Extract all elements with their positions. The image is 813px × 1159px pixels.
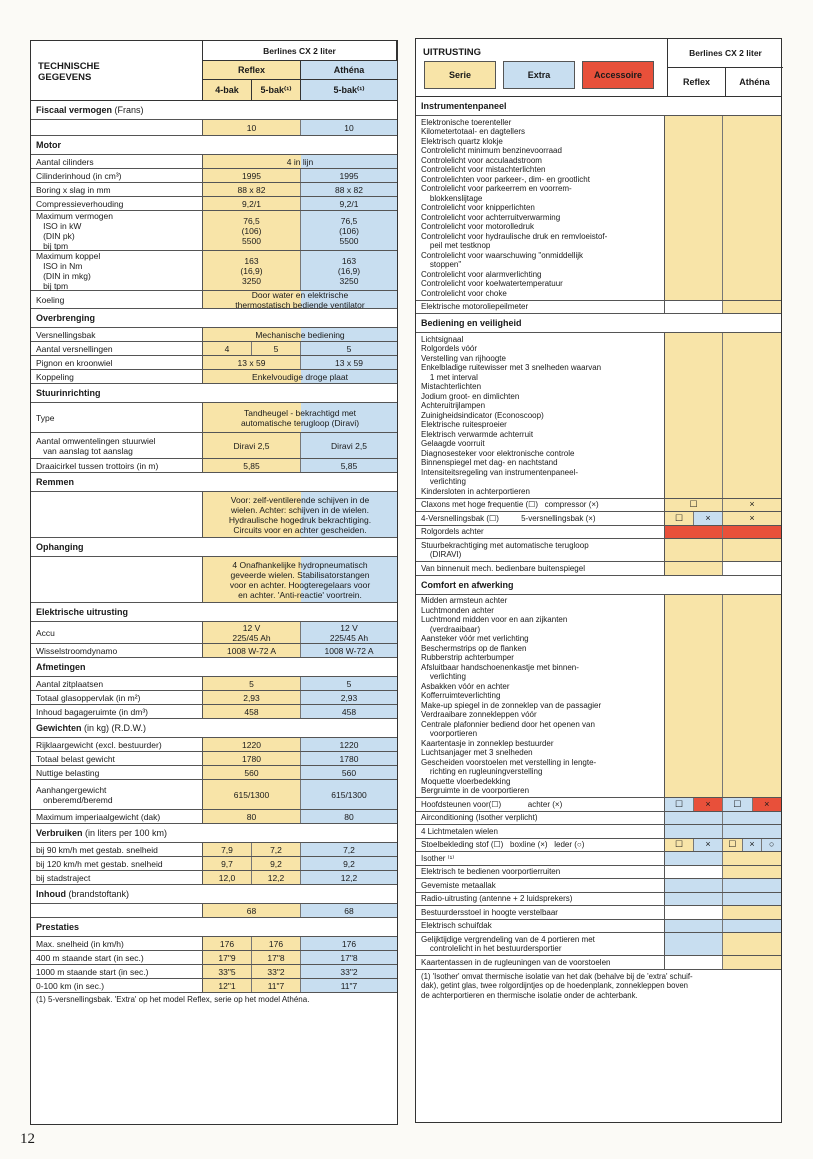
row-label: 4 Lichtmetalen wielen: [416, 825, 665, 838]
row-label: Van binnenuit mech. bedienbare buitenspiegel: [416, 562, 665, 575]
row-label: Gelijktijdige vergrendeling van de 4 portieren met controlelicht in het bestuurdersportier: [416, 933, 665, 955]
reflex-value: 560: [203, 766, 301, 779]
row-label: Midden armsteun achter Luchtmonden achter Luchtmond midden voor en aan zijkanten (verdraaibaar) Aansteker vóór met verlichting Beschermstrips op de flanken Rubberstrip achterbumper Afsluitbaar handschoenenkastje met binnen- verlichting Asbakken vóór en achter Kofferruimteverlichting Make-up spiegel in de zonneklep van de passagier Verdraaibare zonnekleppen vóór Centrale plafonnier bediend door het openen van voorportieren Kaartentasje in zonneklep bestuurder Luchtsanjager met 3 snelheden Gescheiden voorstoelen met verstelling in lengte- richting en rugleuningverstelling Moquette vloerbedekking Bergruimte in de voorportieren: [416, 595, 665, 798]
reflex-value: 458: [203, 705, 301, 718]
athena-cell: [723, 906, 781, 919]
athena-value: 12 V 225/45 Ah: [301, 622, 397, 643]
athena-value: 458: [301, 705, 397, 718]
reflex-value: 5,85: [203, 459, 301, 472]
legend-serie: Serie: [424, 61, 496, 89]
table-row: [31, 780, 397, 810]
reflex-cell: [665, 920, 723, 933]
table-row: [31, 622, 397, 644]
row-label: Airconditioning (Isother verplicht): [416, 812, 665, 825]
athena-value: 68: [301, 904, 397, 917]
row-label: Claxons met hoge frequentie (☐) compressor (×): [416, 499, 665, 512]
table-row: [416, 116, 781, 301]
span-value: Tandheugel - bekrachtigd met automatische terugloop (Diravi): [203, 403, 397, 432]
technical-footnote: (1) 5-versnellingsbak. 'Extra' op het model Reflex, serie op het model Athéna.: [36, 995, 310, 1004]
reflex-cell: [665, 562, 723, 575]
equipment-footnote: (1) 'Isother' omvat thermische isolatie van het dak (behalve bij de 'extra' schuif- dak), getint glas, twee rolgordijntjes op de hoedenplank, zonnekleppen boven de achterportieren en thermische isolatie onder de achterbank.: [421, 971, 693, 1000]
reflex-5bak-value: 7,2: [252, 843, 301, 856]
table-row: [31, 403, 397, 433]
table-row: [416, 798, 781, 812]
row-label: Cilinderinhoud (in cm³): [31, 169, 203, 182]
table-row: [31, 169, 397, 183]
reflex-5bak-value: 17"8: [252, 951, 301, 964]
athena-value: 1995: [301, 169, 397, 182]
reflex-cell: [665, 595, 723, 798]
athena-value: 163 (16,9) 3250: [301, 251, 397, 290]
row-label: Versnellingsbak: [31, 328, 203, 341]
athena-cell: [723, 825, 781, 838]
athena-value: 5: [301, 677, 397, 690]
row-label: Maximum imperiaalgewicht (dak): [31, 810, 203, 823]
row-label: Wisselstroomdynamo: [31, 644, 203, 657]
row-label: Elektrisch te bedienen voorportierruiten: [416, 866, 665, 879]
row-label: [31, 904, 203, 917]
row-label: Aantal cilinders: [31, 155, 203, 168]
table-row: [416, 933, 781, 956]
reflex-cell: ☐: [665, 499, 723, 512]
table-row: [31, 752, 397, 766]
reflex-value: 2,93: [203, 691, 301, 704]
equipment-table: [415, 38, 782, 1123]
section-title: Inhoud (brandstoftank): [31, 885, 397, 904]
page-number: 12: [20, 1131, 35, 1147]
equipment-body: [416, 97, 781, 970]
reflex-value: 76,5 (106) 5500: [203, 211, 301, 250]
row-label: [31, 492, 203, 537]
section-title: Comfort en afwerking: [416, 576, 781, 595]
row-label: Aantal omwentelingen stuurwiel van aanslag tot aanslag: [31, 433, 203, 458]
athena-cell: ×: [723, 499, 781, 512]
table-row: [416, 920, 781, 934]
section-title: Bediening en veiligheid: [416, 314, 781, 333]
section-title: Ophanging: [31, 538, 397, 557]
reflex-value: 13 x 59: [203, 356, 301, 369]
reflex-heading: Reflex: [203, 61, 301, 80]
technical-title-2: GEGEVENS: [38, 72, 92, 83]
athena-cell: ×: [723, 512, 781, 525]
table-row: [31, 433, 397, 459]
athena-cell: [723, 562, 781, 575]
athena-value: 1780: [301, 752, 397, 765]
row-label: Maximum vermogen ISO in kW (DIN pk) bij tpm: [31, 211, 203, 250]
athena-value: 2,93: [301, 691, 397, 704]
athena-cell: [723, 893, 781, 906]
reflex-cell: ☐ ×: [665, 512, 723, 525]
athena-value: 10: [301, 120, 397, 135]
reflex-4bak-value: 12,0: [203, 871, 252, 884]
reflex-cell: [665, 879, 723, 892]
reflex-value: 1995: [203, 169, 301, 182]
row-label: Lichtsignaal Rolgordels vóór Verstelling van rijhoogte Enkelbladige ruitewisser met 3 snelheden waarvan 1 met interval Mistachterlichten Jodium groot- en dimlichten Achteruitrijlampen Zuinigheidsindicator (Econoscoop) Elektrische ruitesproeier Elektrisch verwarmde achterruit Gelaagde voorruit Diagnosesteker voor elektronische controle Binnenspiegel met dag- en nachtstand Intensiteitsregeling van instrumentenpaneel- verlichting Kindersloten in achterportieren: [416, 333, 665, 498]
row-label: 4-Versnellingsbak (☐) 5-versnellingsbak (×): [416, 512, 665, 525]
reflex-value: 1008 W-72 A: [203, 644, 301, 657]
reflex-5bak-value: 33"2: [252, 965, 301, 978]
row-label: Totaal belast gewicht: [31, 752, 203, 765]
equipment-title: UITRUSTING: [423, 47, 482, 58]
reflex-cell: [665, 933, 723, 955]
table-row: [31, 644, 397, 658]
reflex-4bak-value: 12"1: [203, 979, 252, 992]
table-row: [31, 211, 397, 251]
athena-value: 11"7: [301, 979, 397, 992]
table-row: [416, 812, 781, 826]
athena-value: 1220: [301, 738, 397, 751]
reflex-cell: [665, 526, 723, 539]
reflex-cell: [665, 539, 723, 561]
section-title: Fiscaal vermogen (Frans): [31, 101, 397, 120]
athena-cell: [723, 956, 781, 969]
table-row: [416, 893, 781, 907]
athena-cell: [723, 539, 781, 561]
athena-value: 13 x 59: [301, 356, 397, 369]
reflex-cell: ☐ ×: [665, 839, 723, 852]
row-label: bij 90 km/h met gestab. snelheid: [31, 843, 203, 856]
span-value: 4 Onafhankelijke hydropneumatisch geveerde wielen. Stabilisatorstangen voor en achter. Hoogteregelaars voor en achter. 'Anti-reactie' voortrein.: [203, 557, 397, 602]
section-title: Remmen: [31, 473, 397, 492]
athena-heading: Athéna: [301, 61, 397, 80]
athena-value: 5,85: [301, 459, 397, 472]
athena-value: Diravi 2,5: [301, 433, 397, 458]
table-row: [31, 738, 397, 752]
row-label: Stuurbekrachtiging met automatische terugloop (DIRAVI): [416, 539, 665, 561]
technical-body: [31, 101, 397, 993]
row-label: Inhoud bagageruimte (in dm³): [31, 705, 203, 718]
row-label: bij stadstraject: [31, 871, 203, 884]
table-row: [31, 677, 397, 691]
table-row: [416, 825, 781, 839]
row-label: Koppeling: [31, 370, 203, 383]
row-label: Aanhangergewicht onberemd/beremd: [31, 780, 203, 809]
table-row: [31, 904, 397, 918]
row-label: 0-100 km (in sec.): [31, 979, 203, 992]
reflex-5bak: 5-bak⁽¹⁾: [252, 80, 301, 100]
athena-value: 9,2: [301, 857, 397, 870]
reflex-value: 68: [203, 904, 301, 917]
table-row: [31, 705, 397, 719]
reflex-5bak-value: 5: [252, 342, 301, 355]
athena-value: 7,2: [301, 843, 397, 856]
table-row: [416, 526, 781, 540]
athena-cell: [723, 852, 781, 865]
table-row: [31, 979, 397, 993]
reflex-value: 80: [203, 810, 301, 823]
table-row: [31, 951, 397, 965]
athena-cell: [723, 812, 781, 825]
row-label: Rijklaargewicht (excl. bestuurder): [31, 738, 203, 751]
reflex-4bak: 4-bak: [203, 80, 252, 100]
reflex-cell: [665, 866, 723, 879]
athena-value: 5: [301, 342, 397, 355]
reflex-5bak-value: 12,2: [252, 871, 301, 884]
reflex-cell: [665, 812, 723, 825]
model-heading: Berlines CX 2 liter: [203, 41, 397, 61]
equipment-reflex-heading: Reflex: [668, 68, 726, 96]
athena-cell: [723, 879, 781, 892]
span-value: Enkelvoudige droge plaat: [203, 370, 397, 383]
athena-value: 80: [301, 810, 397, 823]
reflex-value: 10: [203, 120, 301, 135]
row-label: Hoofdsteunen voor(☐) achter (×): [416, 798, 665, 811]
reflex-4bak-value: 176: [203, 937, 252, 950]
table-row: [416, 595, 781, 799]
table-row: [31, 291, 397, 309]
reflex-value: 12 V 225/45 Ah: [203, 622, 301, 643]
athena-value: 17"8: [301, 951, 397, 964]
span-value: Door water en elektrische thermostatisch bediende ventilator: [203, 291, 397, 308]
table-row: [416, 879, 781, 893]
legend-extra: Extra: [503, 61, 575, 89]
row-label: Elektronische toerenteller Kilometertotaal- en dagtellers Elektrisch quartz klokje Controlelicht minimum benzinevoorraad Controlelicht voor acculaadstroom Controlelicht voor mistachterlichten Controlelichten voor parkeer-, dim- en grootlicht Controlelicht voor parkeerrem en voorrem- blokkenslijtage Controlelicht voor knipperlichten Controlelicht voor achterruitverwarming Controlelicht voor motorolledruk Controlelicht voor hydraulische druk en remvloeistof- peil met testknop Controlelicht voor waarschuwing "onmiddellijk stoppen" Controlelicht voor alarmverlichting Controlelicht voor koelwatertemperatuur Controlelicht voor choke: [416, 116, 665, 300]
table-row: [416, 562, 781, 576]
table-row: [416, 866, 781, 880]
reflex-cell: [665, 333, 723, 498]
table-row: [31, 557, 397, 603]
row-label: Bestuurdersstoel in hoogte verstelbaar: [416, 906, 665, 919]
equipment-header: [416, 39, 781, 97]
table-row: [416, 852, 781, 866]
row-label: [31, 557, 203, 602]
section-title: Stuurinrichting: [31, 384, 397, 403]
row-label: Accu: [31, 622, 203, 643]
athena-value: 176: [301, 937, 397, 950]
table-row: [31, 155, 397, 169]
reflex-4bak-value: 4: [203, 342, 252, 355]
reflex-5bak-value: 176: [252, 937, 301, 950]
row-label: 400 m staande start (in sec.): [31, 951, 203, 964]
row-label: Type: [31, 403, 203, 432]
table-row: [31, 691, 397, 705]
table-row: [31, 356, 397, 370]
equipment-athena-heading: Athéna: [739, 77, 770, 87]
table-row: [31, 197, 397, 211]
row-label: Nuttige belasting: [31, 766, 203, 779]
athena-value: 1008 W-72 A: [301, 644, 397, 657]
technical-title-1: TECHNISCHE: [38, 61, 100, 72]
span-value: 4 in lijn: [203, 155, 397, 168]
row-label: Aantal versnellingen: [31, 342, 203, 355]
table-row: [31, 251, 397, 291]
reflex-value: 5: [203, 677, 301, 690]
athena-cell: [723, 595, 781, 798]
section-title: Afmetingen: [31, 658, 397, 677]
row-label: Rolgordels achter: [416, 526, 665, 539]
reflex-value: 615/1300: [203, 780, 301, 809]
athena-5bak: 5-bak⁽¹⁾: [301, 80, 397, 100]
table-row: [31, 857, 397, 871]
row-label: Stoelbekleding stof (☐) boxline (×) leder (○): [416, 839, 665, 852]
table-row: [31, 183, 397, 197]
legend-accessoire: Accessoire: [582, 61, 654, 89]
row-label: 1000 m staande start (in sec.): [31, 965, 203, 978]
athena-cell: ☐ ×: [723, 798, 781, 811]
table-row: [31, 342, 397, 356]
athena-value: 88 x 82: [301, 183, 397, 196]
athena-cell: [723, 933, 781, 955]
row-label: Draaicirkel tussen trottoirs (in m): [31, 459, 203, 472]
row-label: Isother ⁽¹⁾: [416, 852, 665, 865]
table-row: [31, 937, 397, 951]
reflex-cell: [665, 301, 723, 314]
table-row: [31, 965, 397, 979]
row-label: [31, 120, 203, 135]
row-label: bij 120 km/h met gestab. snelheid: [31, 857, 203, 870]
reflex-value: 163 (16,9) 3250: [203, 251, 301, 290]
reflex-cell: [665, 956, 723, 969]
reflex-cell: ☐ ×: [665, 798, 723, 811]
table-row: [31, 766, 397, 780]
athena-value: 9,2/1: [301, 197, 397, 210]
section-title: Gewichten (in kg) (R.D.W.): [31, 719, 397, 738]
span-value: Voor: zelf-ventilerende schijven in de wielen. Achter: schijven in de wielen. Hydraulische hogedruk bekrachtiging. Circuits voor en achter gescheiden.: [203, 492, 397, 537]
row-label: Aantal zitplaatsen: [31, 677, 203, 690]
equipment-model-heading: Berlines CX 2 liter: [668, 39, 783, 68]
athena-value: 76,5 (106) 5500: [301, 211, 397, 250]
section-title: Verbruiken (in liters per 100 km): [31, 824, 397, 843]
table-row: [416, 956, 781, 970]
reflex-4bak-value: 17"9: [203, 951, 252, 964]
table-row: [416, 512, 781, 526]
row-label: Maximum koppel ISO in Nm (DIN in mkg) bij tpm: [31, 251, 203, 290]
table-row: [416, 839, 781, 853]
row-label: Koeling: [31, 291, 203, 308]
table-row: [31, 810, 397, 824]
athena-cell: [723, 526, 781, 539]
row-label: Radio-uitrusting (antenne + 2 luidsprekers): [416, 893, 665, 906]
reflex-4bak-value: 33"5: [203, 965, 252, 978]
athena-cell: [723, 866, 781, 879]
table-row: [416, 539, 781, 562]
row-label: Elektrisch schuifdak: [416, 920, 665, 933]
athena-cell: [723, 920, 781, 933]
reflex-4bak-value: 7,9: [203, 843, 252, 856]
row-label: Max. snelheid (in km/h): [31, 937, 203, 950]
table-row: [31, 459, 397, 473]
row-label: Pignon en kroonwiel: [31, 356, 203, 369]
section-title: Elektrische uitrusting: [31, 603, 397, 622]
table-row: [31, 120, 397, 136]
reflex-value: 1220: [203, 738, 301, 751]
section-title: Motor: [31, 136, 397, 155]
table-row: [416, 301, 781, 315]
reflex-cell: [665, 906, 723, 919]
table-row: [31, 492, 397, 538]
reflex-5bak-value: 9,2: [252, 857, 301, 870]
reflex-cell: [665, 825, 723, 838]
athena-cell: [723, 333, 781, 498]
row-label: Elektrische motoroliepeilmeter: [416, 301, 665, 314]
reflex-cell: [665, 116, 723, 300]
table-row: [31, 871, 397, 885]
reflex-value: 1780: [203, 752, 301, 765]
athena-value: 560: [301, 766, 397, 779]
section-title: Overbrenging: [31, 309, 397, 328]
row-label: Kaartentassen in de rugleuningen van de voorstoelen: [416, 956, 665, 969]
row-label: Totaal glasoppervlak (in m²): [31, 691, 203, 704]
athena-cell: [723, 116, 781, 300]
athena-cell: ☐ × ○: [723, 839, 781, 852]
athena-value: 615/1300: [301, 780, 397, 809]
reflex-cell: [665, 893, 723, 906]
row-label: Gevemiste metaallak: [416, 879, 665, 892]
section-title: Prestaties: [31, 918, 397, 937]
span-value: Mechanische bediening: [203, 328, 397, 341]
table-row: [416, 499, 781, 513]
technical-data-table: [30, 40, 398, 1125]
reflex-value: Diravi 2,5: [203, 433, 301, 458]
row-label: Boring x slag in mm: [31, 183, 203, 196]
reflex-cell: [665, 852, 723, 865]
reflex-5bak-value: 11"7: [252, 979, 301, 992]
table-row: [31, 370, 397, 384]
technical-header: [31, 41, 397, 101]
reflex-4bak-value: 9,7: [203, 857, 252, 870]
athena-cell: [723, 301, 781, 314]
table-row: [416, 906, 781, 920]
row-label: Compressieverhouding: [31, 197, 203, 210]
table-row: [31, 328, 397, 342]
athena-value: 12,2: [301, 871, 397, 884]
reflex-value: 9,2/1: [203, 197, 301, 210]
reflex-value: 88 x 82: [203, 183, 301, 196]
table-row: [31, 843, 397, 857]
athena-value: 33"2: [301, 965, 397, 978]
section-title: Instrumentenpaneel: [416, 97, 781, 116]
table-row: [416, 333, 781, 499]
